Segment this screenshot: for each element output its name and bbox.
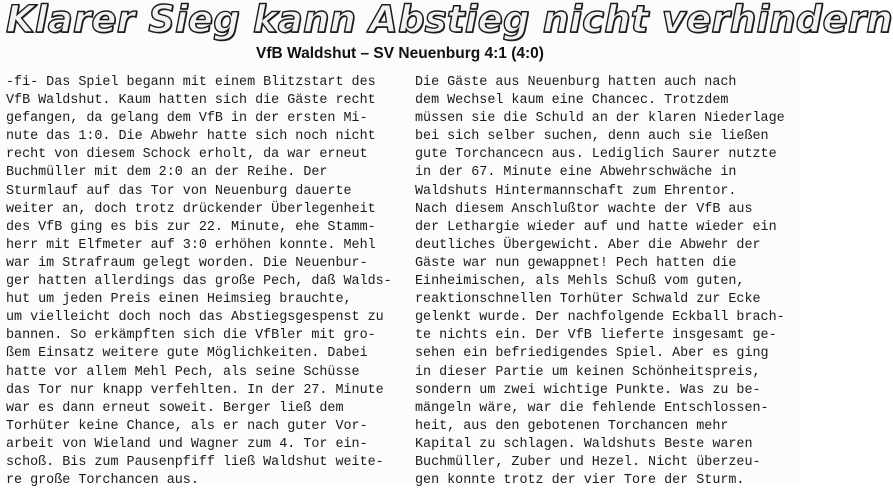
article-column-left: [6, 74, 398, 490]
text-line: hut um jeden Preis einen Heimsieg brauchte,: [6, 292, 352, 308]
text-line: das Tor nur knapp verfehlten. In der 27. Minute: [6, 382, 384, 398]
text-line: war im Strafraum gelegt worden. Die Neuenbur-: [6, 255, 368, 271]
text-line: Nach diesem Anschlußtor wachte der VfB aus: [415, 201, 753, 217]
text-line: Einheimischen, als Mehls Schuß vom guten,: [415, 274, 745, 290]
headline: Klarer Sieg kann Abstieg nicht verhindern: [6, 0, 893, 41]
text-line: bannen. So erkämpften sich die VfBler mit gro-: [6, 328, 376, 344]
text-line: gen konnte trotz der vier Tore der Sturm.: [415, 473, 745, 489]
text-line: arbeit von Wieland und Wagner zum 4. Tor ein-: [6, 436, 368, 452]
text-line: in der 67. Minute eine Abwehrschwäche in: [415, 165, 737, 181]
text-line: müssen sie die Schuld an der klaren Niederlage: [415, 111, 785, 127]
text-line: Sturmlauf auf das Tor von Neuenburg dauerte: [6, 183, 352, 199]
text-line: Gäste war nun gewappnet! Pech hatten die: [415, 255, 737, 271]
text-line: um vielleicht doch noch das Abstiegsgespenst zu: [6, 310, 384, 326]
text-line: ßem Einsatz weitere gute Möglichkeiten. Dabei: [6, 346, 368, 362]
text-line: gefangen, da gelang dem VfB in der ersten Mi-: [6, 111, 368, 127]
text-line: Buchmüller, Zuber und Hezel. Nicht überzeu-: [415, 454, 761, 470]
text-line: herr mit Elfmeter auf 3:0 erhöhen konnte. Mehl: [6, 237, 376, 253]
text-line: dem Wechsel kaum eine Chancec. Trotzdem: [415, 93, 729, 109]
text-line: Waldshuts Hintermannschaft zum Ehrentor.: [415, 183, 737, 199]
text-line: mängeln wäre, war die fehlende Entschlossen-: [415, 400, 769, 416]
text-line: Torhüter keine Chance, als er nach guter Vor-: [6, 418, 368, 434]
text-line: gute Torchancecn aus. Lediglich Saurer nutzte: [415, 147, 777, 163]
match-result-subheadline: VfB Waldshut – SV Neuenburg 4:1 (4:0): [256, 45, 544, 62]
text-line: bei sich selber suchen, denn auch sie ließen: [415, 129, 769, 145]
text-line: re große Torchancen aus.: [6, 473, 199, 489]
text-line: te nichts ein. Der VfB lieferte insgesamt ge-: [415, 328, 777, 344]
text-line: VfB Waldshut. Kaum hatten sich die Gäste recht: [6, 93, 376, 109]
article-column-right: [415, 74, 797, 490]
text-line: Die Gäste aus Neuenburg hatten auch nach: [415, 75, 737, 90]
text-line: schoß. Bis zum Pausenpfiff ließ Waldshut weite-: [6, 454, 384, 470]
text-line: -fi- Das Spiel begann mit einem Blitzstart des: [6, 75, 376, 90]
text-line: des VfB ging es bis zur 22. Minute, ehe Stamm-: [6, 219, 376, 235]
text-line: war es dann erneut soweit. Berger ließ dem: [6, 400, 344, 416]
text-line: in dieser Partie um keinen Schönheitspreis,: [415, 364, 761, 380]
text-line: gelenkt wurde. Der nachfolgende Eckball brach-: [415, 310, 785, 326]
text-line: weiter an, doch trotz drückender Überlegenheit: [6, 201, 376, 217]
text-line: recht von diesem Schock erholt, da war erneut: [6, 147, 368, 163]
text-line: Kapital zu schlagen. Waldshuts Beste waren: [415, 436, 753, 452]
text-line: sondern um zwei wichtige Punkte. Was zu be-: [415, 382, 761, 398]
text-line: sehen ein befriedigendes Spiel. Aber es ging: [415, 346, 769, 362]
text-line: heit, aus den gebotenen Torchancen mehr: [415, 418, 729, 434]
text-line: nute das 1:0. Die Abwehr hatte sich noch nicht: [6, 129, 376, 145]
text-line: der Lethargie wieder auf und hatte wieder ein: [415, 219, 777, 235]
text-line: ger hatten allerdings das große Pech, daß Walds-: [6, 274, 392, 290]
text-line: hatte vor allem Mehl Pech, als seine Schüsse: [6, 364, 360, 380]
text-line: reaktionschnellen Torhüter Schwald zur Ecke: [415, 292, 761, 308]
text-line: Buchmüller mit dem 2:0 an der Reihe. Der: [6, 165, 328, 181]
text-line: deutliches Übergewicht. Aber die Abwehr der: [415, 237, 761, 253]
